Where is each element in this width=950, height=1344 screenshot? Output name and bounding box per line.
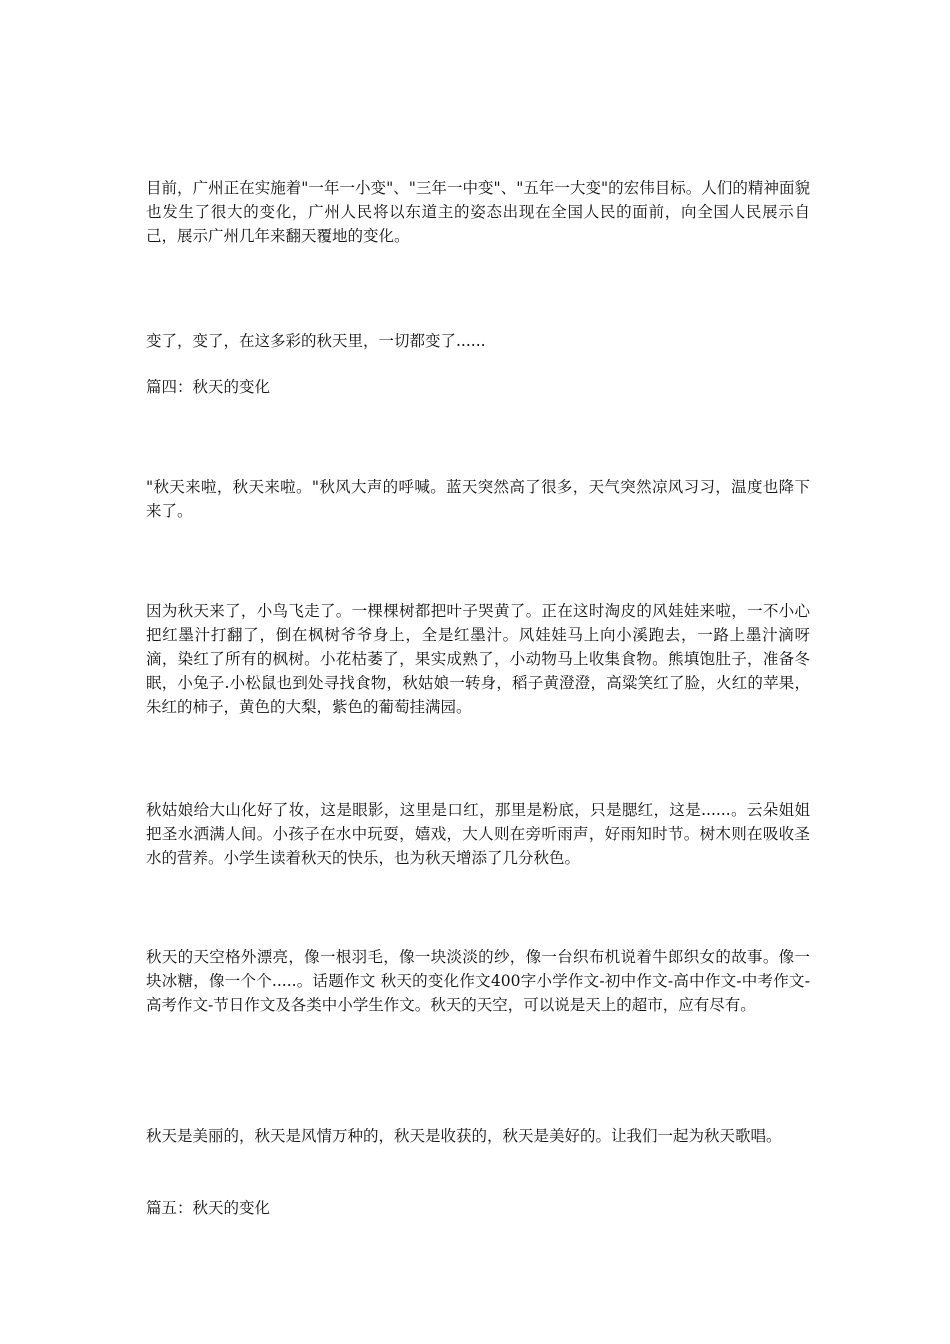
body-paragraph: 秋天是美丽的，秋天是风情万种的，秋天是收获的，秋天是美好的。让我们一起为秋天歌唱。	[146, 1127, 782, 1145]
body-paragraph: 秋姑娘给大山化好了妆，这是眼影，这里是口红，那里是粉底，只是腮红，这是......。云朵姐姐把圣水洒满人间。小孩子在水中玩耍，嬉戏，大人则在旁听雨声，好雨知时节。树木则在吸收圣水的营养。小学生读着秋天的快乐，也为秋天增添了几分秋色。	[146, 801, 810, 867]
body-paragraph: 秋天的天空格外漂亮，像一根羽毛，像一块淡淡的纱，像一台织布机说着牛郎织女的故事。像一块冰糖，像一个个.....。话题作文 秋天的变化作文400字小学作文-初中作文-高中作文-中考作文-高考作文-节日作文及各类中小学生作文。秋天的天空，可以说是天上的超市，应有尽有。	[146, 948, 810, 1014]
section-heading: 篇五：秋天的变化	[146, 1199, 271, 1217]
body-paragraph: 变了，变了，在这多彩的秋天里，一切都变了......	[146, 332, 486, 350]
body-paragraph: "秋天来啦，秋天来啦。"秋风大声的呼喊。蓝天突然高了很多，天气突然凉风习习，温度也降下来了。	[146, 478, 810, 520]
body-paragraph: 目前，广州正在实施着"一年一小变"、"三年一中变"、"五年一大变"的宏伟目标。人们的精神面貌也发生了很大的变化，广州人民将以东道主的姿态出现在全国人民的面前，向全国人民展示自己，展示广州几年来翻天覆地的变化。	[146, 179, 810, 245]
body-paragraph: 因为秋天来了，小鸟飞走了。一棵棵树都把叶子哭黄了。正在这时淘皮的风娃娃来啦，一不小心把红墨汁打翻了，倒在枫树爷爷身上，全是红墨汁。风娃娃马上向小溪跑去，一路上墨汁滴呀滴，染红了所有的枫树。小花枯萎了，果实成熟了，小动物马上收集食物。熊填饱肚子，准备冬眠，小兔子.小松鼠也到处寻找食物，秋姑娘一转身，稻子黄澄澄，高粱笑红了脸，火红的苹果，朱红的柿子，黄色的大梨，紫色的葡萄挂满园。	[146, 602, 810, 716]
section-heading: 篇四：秋天的变化	[146, 378, 271, 396]
